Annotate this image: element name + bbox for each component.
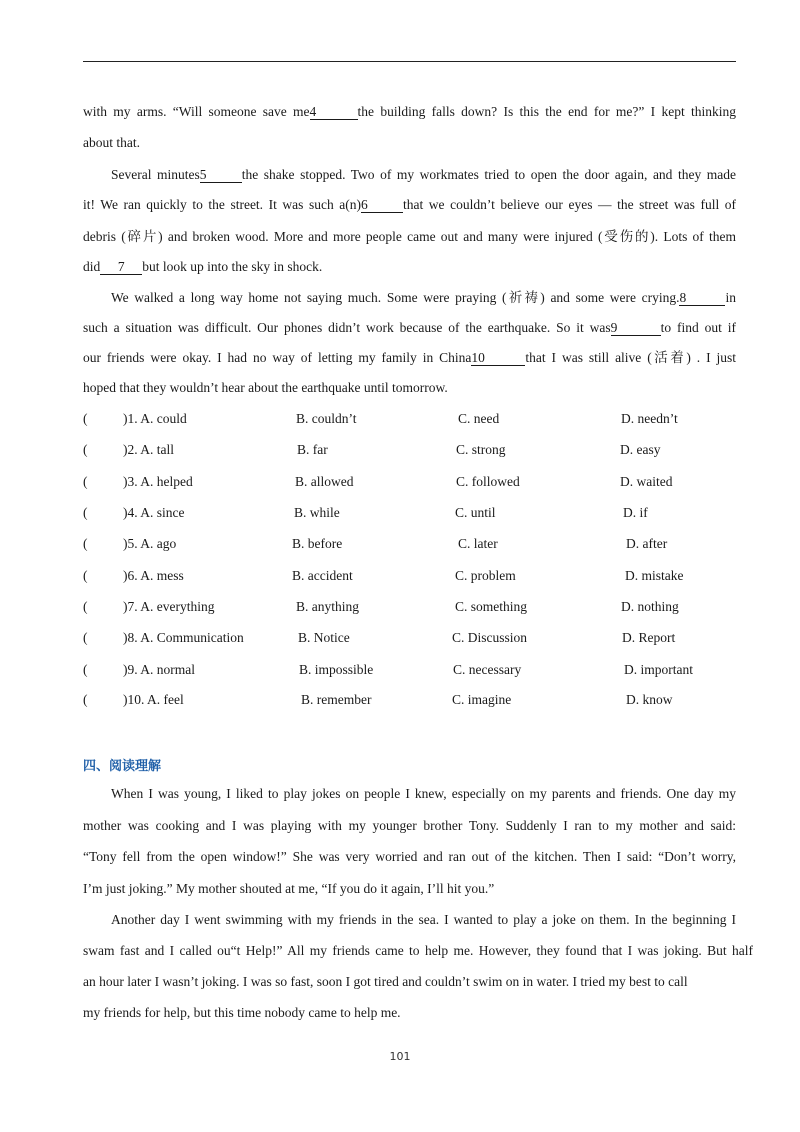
answer-paren[interactable]: ( <box>83 536 88 551</box>
option-c: C. imagine <box>452 692 512 707</box>
option-b: B. remember <box>301 692 372 707</box>
cloze-line-10: hoped that they wouldn’t hear about the earthquake until tomorrow. <box>83 380 448 395</box>
blank-5: 5 <box>200 168 242 183</box>
option-a: )2. A. tall <box>123 442 174 457</box>
option-b: B. anything <box>296 599 359 614</box>
cloze-line-6: did 7 but look up into the sky in shock. <box>83 259 323 274</box>
blank-10: 10 <box>471 351 525 366</box>
option-b: B. allowed <box>295 474 354 489</box>
option-c: C. necessary <box>453 662 522 677</box>
option-b: B. far <box>297 442 328 457</box>
answer-paren[interactable]: ( <box>83 411 88 426</box>
option-b: B. while <box>294 505 340 520</box>
option-c: C. later <box>458 536 498 551</box>
option-a: )3. A. helped <box>123 474 193 489</box>
reading-line-4: I’m just joking.” My mother shouted at me, “If you do it again, I’ll hit you.” <box>83 881 495 896</box>
answer-paren[interactable]: ( <box>83 568 88 583</box>
reading-line-1: When I was young, I liked to play jokes on people I knew, especially on my parents and friends. One day my <box>111 786 736 801</box>
option-d: D. Report <box>622 630 676 645</box>
reading-line-6: swam fast and I called ou“t Help!” All my friends came to help me. However, they found that I was joking. But half <box>83 943 753 958</box>
blank-7: 7 <box>100 260 142 275</box>
option-d: D. if <box>623 505 648 520</box>
answer-paren[interactable]: ( <box>83 662 88 677</box>
answer-paren[interactable]: ( <box>83 505 88 520</box>
option-b: B. accident <box>292 568 353 583</box>
option-b: B. couldn’t <box>296 411 357 426</box>
cloze-line-5: debris (碎片) and broken wood. More and more people came out and many were injured (受伤的). Lots of them <box>83 229 736 244</box>
answer-paren[interactable]: ( <box>83 599 88 614</box>
option-c: C. strong <box>456 442 506 457</box>
blank-4: 4 <box>310 105 358 120</box>
option-d: D. needn’t <box>621 411 678 426</box>
cloze-line-7: We walked a long way home not saying much. Some were praying (祈祷) and some were crying.8 in <box>111 290 736 305</box>
option-c: C. Discussion <box>452 630 528 645</box>
option-c: C. something <box>455 599 528 614</box>
option-c: C. need <box>458 411 500 426</box>
option-d: D. important <box>624 662 693 677</box>
option-a: )10. A. feel <box>123 692 184 707</box>
option-d: D. nothing <box>621 599 679 614</box>
blank-6: 6 <box>361 198 403 213</box>
reading-line-7: an hour later I wasn’t joking. I was so fast, soon I got tired and couldn’t swim on in water. I tried my best to call <box>83 974 688 989</box>
option-b: B. Notice <box>298 630 350 645</box>
option-a: )6. A. mess <box>123 568 184 583</box>
option-c: C. problem <box>455 568 516 583</box>
option-d: D. easy <box>620 442 661 457</box>
cloze-line-2: about that. <box>83 135 140 150</box>
reading-line-3: “Tony fell from the open window!” She was very worried and ran out of the kitchen. Then I said: “Don’t worry, <box>83 849 736 864</box>
cloze-line-3: Several minutes5 the shake stopped. Two of my workmates tried to open the door again, and they made <box>111 167 736 182</box>
cloze-line-1: with my arms. “Will someone save me4 the building falls down? Is this the end for me?” I kept thinking <box>83 104 736 119</box>
option-a: )9. A. normal <box>123 662 195 677</box>
option-d: D. waited <box>620 474 673 489</box>
option-a: )5. A. ago <box>123 536 177 551</box>
option-b: B. before <box>292 536 343 551</box>
section-heading: 四、阅读理解 <box>83 759 162 774</box>
answer-paren[interactable]: ( <box>83 630 88 645</box>
option-b: B. impossible <box>299 662 374 677</box>
reading-line-5: Another day I went swimming with my friends in the sea. I wanted to play a joke on them. In the beginning I <box>111 912 736 927</box>
page-number: 101 <box>389 1050 411 1063</box>
option-c: C. until <box>455 505 496 520</box>
option-a: )8. A. Communication <box>123 630 244 645</box>
option-a: )1. A. could <box>123 411 187 426</box>
reading-line-8: my friends for help, but this time nobody came to help me. <box>83 1005 401 1020</box>
reading-line-2: mother was cooking and I was playing with my younger brother Tony. Suddenly I ran to my mother and said: <box>83 818 736 833</box>
option-c: C. followed <box>456 474 520 489</box>
option-a: )4. A. since <box>123 505 185 520</box>
answer-paren[interactable]: ( <box>83 442 88 457</box>
blank-9: 9 <box>611 321 661 336</box>
option-a: )7. A. everything <box>123 599 215 614</box>
blank-8: 8 <box>679 291 725 306</box>
header-rule <box>83 61 736 62</box>
option-d: D. after <box>626 536 668 551</box>
answer-paren[interactable]: ( <box>83 474 88 489</box>
answer-paren[interactable]: ( <box>83 692 88 707</box>
option-d: D. mistake <box>625 568 684 583</box>
cloze-line-4: it! We ran quickly to the street. It was such a(n)6 that we couldn’t believe our eyes — the street was full of <box>83 197 736 212</box>
option-d: D. know <box>626 692 673 707</box>
cloze-line-8: such a situation was difficult. Our phones didn’t work because of the earthquake. So it was9 to find out if <box>83 320 737 335</box>
cloze-line-9: our friends were okay. I had no way of letting my family in China10 that I was still alive (活着) . I just <box>83 350 736 365</box>
